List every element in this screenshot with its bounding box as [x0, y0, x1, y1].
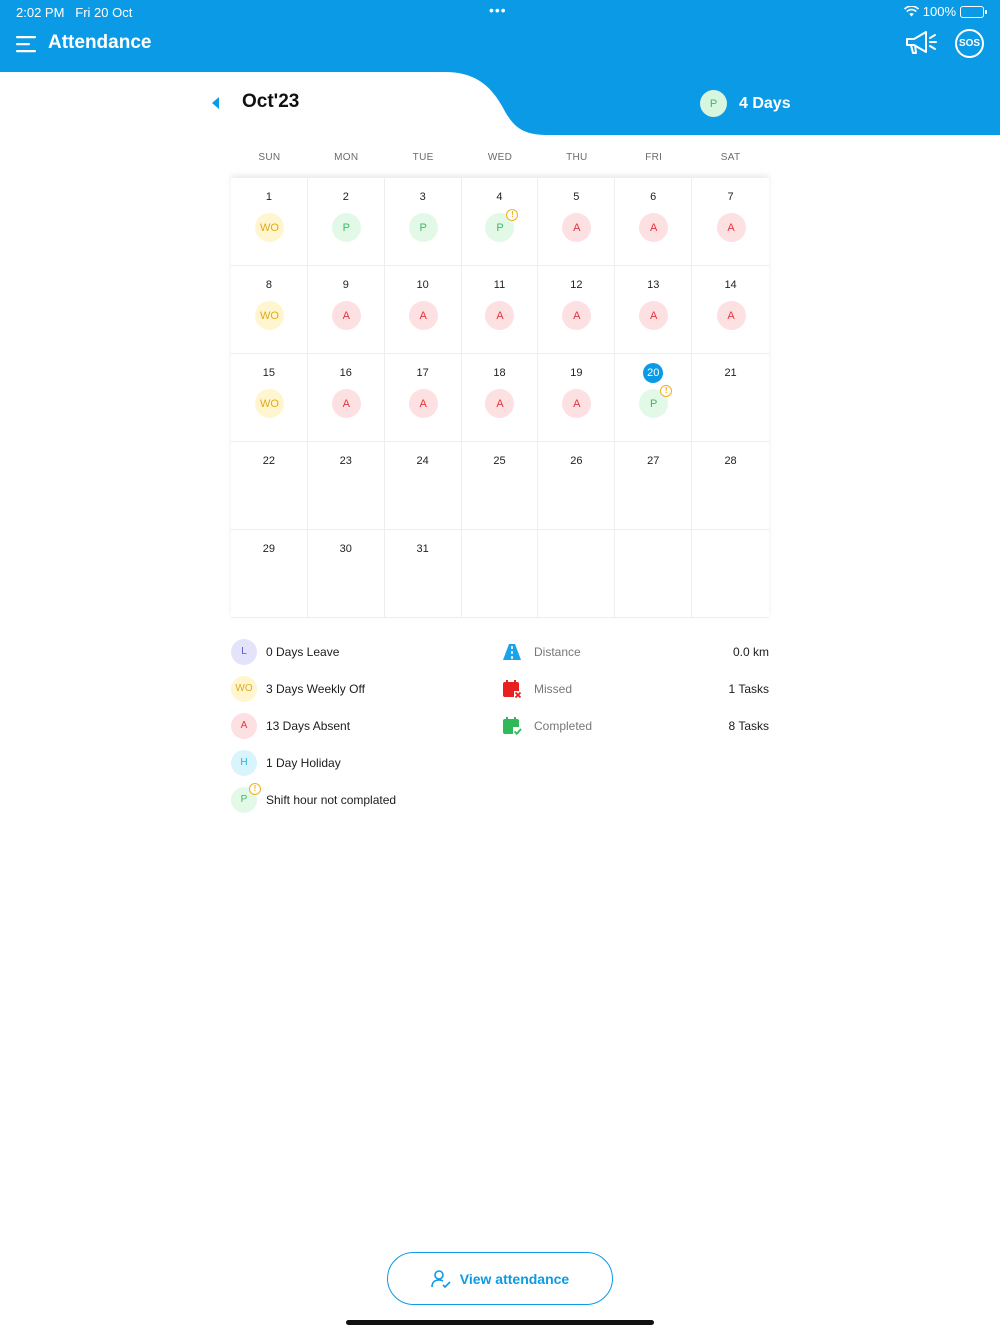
- attendance-status-label: A: [573, 397, 581, 410]
- date-number: 18: [493, 367, 506, 379]
- calendar-day-29[interactable]: [231, 530, 308, 618]
- present-days-count: 4 Days: [739, 94, 791, 112]
- date-number: 24: [416, 455, 429, 467]
- weekday-label: SUN: [258, 152, 281, 163]
- date-number: 19: [570, 367, 583, 379]
- attendance-status-badge: [255, 213, 284, 242]
- date-number: 7: [727, 191, 734, 203]
- calendar-day-5[interactable]: [538, 178, 615, 266]
- date-number: 17: [416, 367, 429, 379]
- date-number: 14: [724, 279, 737, 291]
- month-navigator: [212, 91, 299, 113]
- weekday-label: MON: [334, 152, 359, 163]
- calendar-day-6[interactable]: [615, 178, 692, 266]
- calendar-day-14[interactable]: [692, 266, 769, 354]
- date-number: 11: [493, 279, 506, 291]
- legend-badge-label: WO: [235, 683, 253, 694]
- sos-button[interactable]: SOS: [955, 29, 984, 58]
- calendar-empty-cell: [538, 530, 615, 618]
- legend-badge: [231, 713, 257, 739]
- status-time: 2:02 PM: [16, 5, 65, 20]
- legend-item: [231, 750, 396, 775]
- attendance-status-label: A: [727, 309, 735, 322]
- calendar-day-18[interactable]: [462, 354, 539, 442]
- calendar-day-22[interactable]: [231, 442, 308, 530]
- attendance-status-badge: [332, 301, 361, 330]
- calendar-empty-cell: [692, 530, 769, 618]
- date-number: 8: [265, 279, 272, 291]
- calendar-day-23[interactable]: [308, 442, 385, 530]
- legend-item: [231, 713, 396, 738]
- date-number: 23: [339, 455, 352, 467]
- calendar-day-2[interactable]: [308, 178, 385, 266]
- attendance-status-label: WO: [259, 309, 279, 322]
- attendance-status-badge: [639, 386, 668, 418]
- warning-icon: !: [660, 385, 672, 397]
- stat-label: Distance: [534, 644, 581, 659]
- calendar-day-15[interactable]: [231, 354, 308, 442]
- legend-badge-label: H: [240, 757, 248, 768]
- stat-value: 0.0 km: [732, 644, 769, 659]
- date-number: 1: [265, 191, 272, 203]
- legend-item: [231, 676, 396, 701]
- attendance-status-label: A: [342, 309, 350, 322]
- legend-badge-label: A: [240, 720, 248, 731]
- attendance-status-label: A: [419, 309, 427, 322]
- attendance-legend: [231, 639, 396, 824]
- date-number: 13: [647, 279, 660, 291]
- legend-text: Shift hour not complated: [266, 792, 397, 807]
- menu-icon[interactable]: [16, 34, 38, 54]
- date-number: 2: [342, 191, 349, 203]
- calendar-day-27[interactable]: [615, 442, 692, 530]
- attendance-status-label: A: [573, 309, 581, 322]
- previous-month-arrow-icon[interactable]: [212, 97, 219, 109]
- calendar-day-16[interactable]: [308, 354, 385, 442]
- date-number: 27: [647, 455, 660, 467]
- date-number: 29: [262, 543, 276, 555]
- road-icon: [502, 642, 522, 662]
- page-title: Attendance: [48, 32, 152, 53]
- legend-badge: [231, 783, 257, 813]
- attendance-status-badge: [717, 213, 746, 242]
- stat-row-completed: [502, 713, 769, 738]
- attendance-status-badge: [639, 301, 668, 330]
- attendance-status-badge: [255, 389, 284, 418]
- calendar-day-24[interactable]: [385, 442, 462, 530]
- month-label: Oct'23: [242, 91, 300, 112]
- attendance-status-label: P: [419, 221, 427, 234]
- warning-icon: !: [506, 209, 518, 221]
- attendance-status-badge: [409, 213, 438, 242]
- attendance-status-badge: [485, 210, 514, 242]
- date-number: 5: [573, 191, 580, 203]
- weekday-label: THU: [566, 152, 588, 163]
- battery-icon: [960, 6, 984, 18]
- calendar-day-30[interactable]: [308, 530, 385, 618]
- date-number: 12: [570, 279, 583, 291]
- date-number: 4: [496, 191, 503, 203]
- multitasking-dots-icon[interactable]: •••: [489, 2, 507, 18]
- stat-value: 8 Tasks: [728, 718, 769, 733]
- stat-value: 1 Tasks: [728, 681, 769, 696]
- attendance-status-badge: [409, 301, 438, 330]
- date-number: 15: [262, 367, 276, 379]
- attendance-status-badge: [485, 301, 514, 330]
- attendance-status-label: P: [342, 221, 350, 234]
- calendar-day-12[interactable]: [538, 266, 615, 354]
- user-check-icon: [431, 1269, 451, 1289]
- attendance-status-badge: [485, 389, 514, 418]
- calendar-day-11[interactable]: [462, 266, 539, 354]
- attendance-status-badge: [409, 389, 438, 418]
- date-number: 30: [339, 543, 352, 555]
- date-number: 22: [262, 455, 276, 467]
- attendance-status-badge: [255, 301, 284, 330]
- status-bar: [0, 0, 1000, 24]
- attendance-calendar: [231, 178, 769, 618]
- calendar-day-19[interactable]: [538, 354, 615, 442]
- calendar-day-7[interactable]: [692, 178, 769, 266]
- stat-row-missed: [502, 676, 769, 701]
- warning-icon: !: [249, 783, 261, 795]
- calendar-day-4[interactable]: [462, 178, 539, 266]
- calendar-day-31[interactable]: [385, 530, 462, 618]
- weekday-label: FRI: [645, 152, 663, 163]
- legend-text: 1 Day Holiday: [266, 755, 341, 770]
- date-number: 9: [342, 279, 349, 291]
- attendance-status-badge: [332, 213, 361, 242]
- calendar-completed-icon: [502, 716, 522, 736]
- attendance-status-badge: [562, 301, 591, 330]
- date-number: 28: [724, 455, 737, 467]
- attendance-status-label: A: [573, 221, 581, 234]
- weekday-label: TUE: [412, 152, 434, 163]
- date-number: 31: [416, 543, 429, 555]
- attendance-status-badge: [562, 389, 591, 418]
- date-number: 16: [339, 367, 352, 379]
- view-attendance-button[interactable]: [387, 1252, 613, 1305]
- calendar-day-8[interactable]: [231, 266, 308, 354]
- megaphone-icon[interactable]: [904, 28, 938, 58]
- calendar-day-20[interactable]: [615, 354, 692, 442]
- date-number: 25: [493, 455, 506, 467]
- calendar-day-25[interactable]: [462, 442, 539, 530]
- calendar-day-3[interactable]: [385, 178, 462, 266]
- legend-text: 3 Days Weekly Off: [266, 681, 365, 696]
- attendance-status-badge: [562, 213, 591, 242]
- legend-badge: [231, 750, 257, 776]
- calendar-day-28[interactable]: [692, 442, 769, 530]
- date-number: 3: [419, 191, 426, 203]
- status-date: Fri 20 Oct: [75, 5, 133, 20]
- date-number: 10: [416, 279, 429, 291]
- wifi-icon: [904, 6, 919, 17]
- attendance-status-label: P: [496, 221, 504, 234]
- date-number: 26: [570, 455, 583, 467]
- legend-badge: [231, 676, 257, 702]
- legend-text: 13 Days Absent: [266, 718, 351, 733]
- attendance-status-badge: [332, 389, 361, 418]
- attendance-status-label: WO: [259, 221, 279, 234]
- stat-label: Missed: [534, 681, 573, 696]
- legend-item: [231, 639, 396, 664]
- attendance-status-badge: [717, 301, 746, 330]
- calendar-day-26[interactable]: [538, 442, 615, 530]
- calendar-day-9[interactable]: [308, 266, 385, 354]
- today-date: 20: [643, 363, 663, 383]
- attendance-status-label: A: [419, 397, 427, 410]
- home-indicator[interactable]: [346, 1320, 654, 1325]
- calendar-day-10[interactable]: [385, 266, 462, 354]
- date-number: 6: [650, 191, 657, 203]
- attendance-status-label: A: [496, 397, 504, 410]
- calendar-day-1[interactable]: [231, 178, 308, 266]
- attendance-status-label: A: [727, 221, 735, 234]
- legend-text: 0 Days Leave: [266, 644, 340, 659]
- battery-percent: 100%: [922, 4, 956, 19]
- stat-row-distance: [502, 639, 769, 664]
- app-header: [0, 0, 1000, 135]
- calendar-day-13[interactable]: [615, 266, 692, 354]
- attendance-status-label: WO: [259, 397, 279, 410]
- present-days-summary: [700, 90, 791, 117]
- legend-badge-label: L: [241, 646, 247, 657]
- attendance-status-label: A: [650, 309, 658, 322]
- calendar-empty-cell: [615, 530, 692, 618]
- task-stats: [502, 639, 769, 750]
- calendar-missed-icon: [502, 679, 522, 699]
- date-number: 21: [724, 367, 737, 379]
- attendance-status-label: A: [496, 309, 504, 322]
- calendar-day-21[interactable]: [692, 354, 769, 442]
- legend-item: [231, 783, 397, 812]
- calendar-empty-cell: [462, 530, 539, 618]
- legend-badge: [231, 639, 257, 665]
- stat-label: Completed: [534, 718, 593, 733]
- attendance-status-label: A: [342, 397, 350, 410]
- attendance-status-label: A: [650, 221, 658, 234]
- present-badge: P: [700, 90, 727, 117]
- attendance-status-badge: [639, 213, 668, 242]
- weekday-label: WED: [487, 152, 513, 163]
- weekday-label: SAT: [720, 152, 741, 163]
- attendance-status-label: P: [650, 397, 658, 410]
- weekday-header-row: [231, 152, 769, 163]
- legend-badge-label: P: [240, 794, 248, 805]
- calendar-day-17[interactable]: [385, 354, 462, 442]
- view-attendance-label: View attendance: [459, 1270, 570, 1287]
